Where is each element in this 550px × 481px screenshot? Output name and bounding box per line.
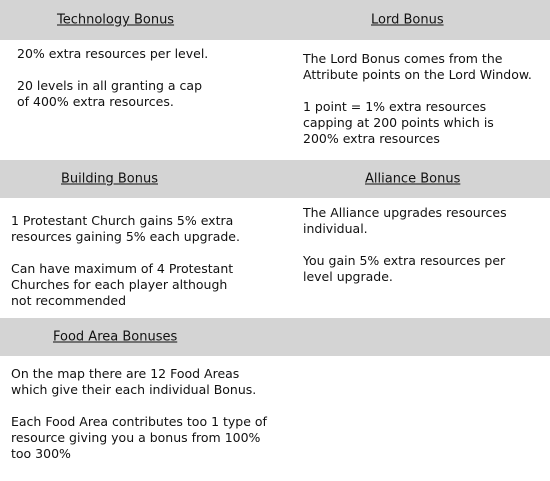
food-area-paragraph-2: Each Food Area contributes too 1 type of resource giving you a bonus from 100% too 300% (11, 414, 267, 461)
technology-bonus-text (17, 46, 217, 110)
lord-bonus-heading: Lord Bonus (371, 12, 444, 28)
header-band-middle (0, 160, 550, 198)
alliance-bonus-paragraph-1: The Alliance upgrades resources individual. (303, 205, 507, 236)
food-area-bonuses-text (11, 366, 276, 462)
building-bonus-text (11, 213, 251, 309)
food-area-paragraph-1: On the map there are 12 Food Areas which give their each individual Bonus. (11, 366, 257, 397)
building-bonus-paragraph-2: Can have maximum of 4 Protestant Churches for each player although not recommended (11, 261, 234, 308)
technology-bonus-paragraph-1: 20% extra resources per level. (17, 46, 209, 61)
building-bonus-paragraph-1: 1 Protestant Church gains 5% extra resources gaining 5% each upgrade. (11, 213, 240, 244)
alliance-bonus-heading: Alliance Bonus (365, 171, 461, 187)
alliance-bonus-paragraph-2: You gain 5% extra resources per level upgrade. (303, 253, 506, 284)
header-band-bottom (0, 318, 550, 356)
lord-bonus-text (303, 51, 533, 147)
technology-bonus-heading: Technology Bonus (57, 12, 175, 28)
technology-bonus-paragraph-2: 20 levels in all granting a cap of 400% extra resources. (17, 78, 202, 109)
alliance-bonus-text (303, 205, 508, 285)
lord-bonus-paragraph-2: 1 point = 1% extra resources capping at 200 points which is 200% extra resources (303, 99, 494, 146)
food-area-bonuses-heading: Food Area Bonuses (53, 329, 178, 345)
lord-bonus-paragraph-1: The Lord Bonus comes from the Attribute points on the Lord Window. (303, 51, 532, 82)
header-band-top (0, 0, 550, 40)
building-bonus-heading: Building Bonus (61, 171, 158, 187)
